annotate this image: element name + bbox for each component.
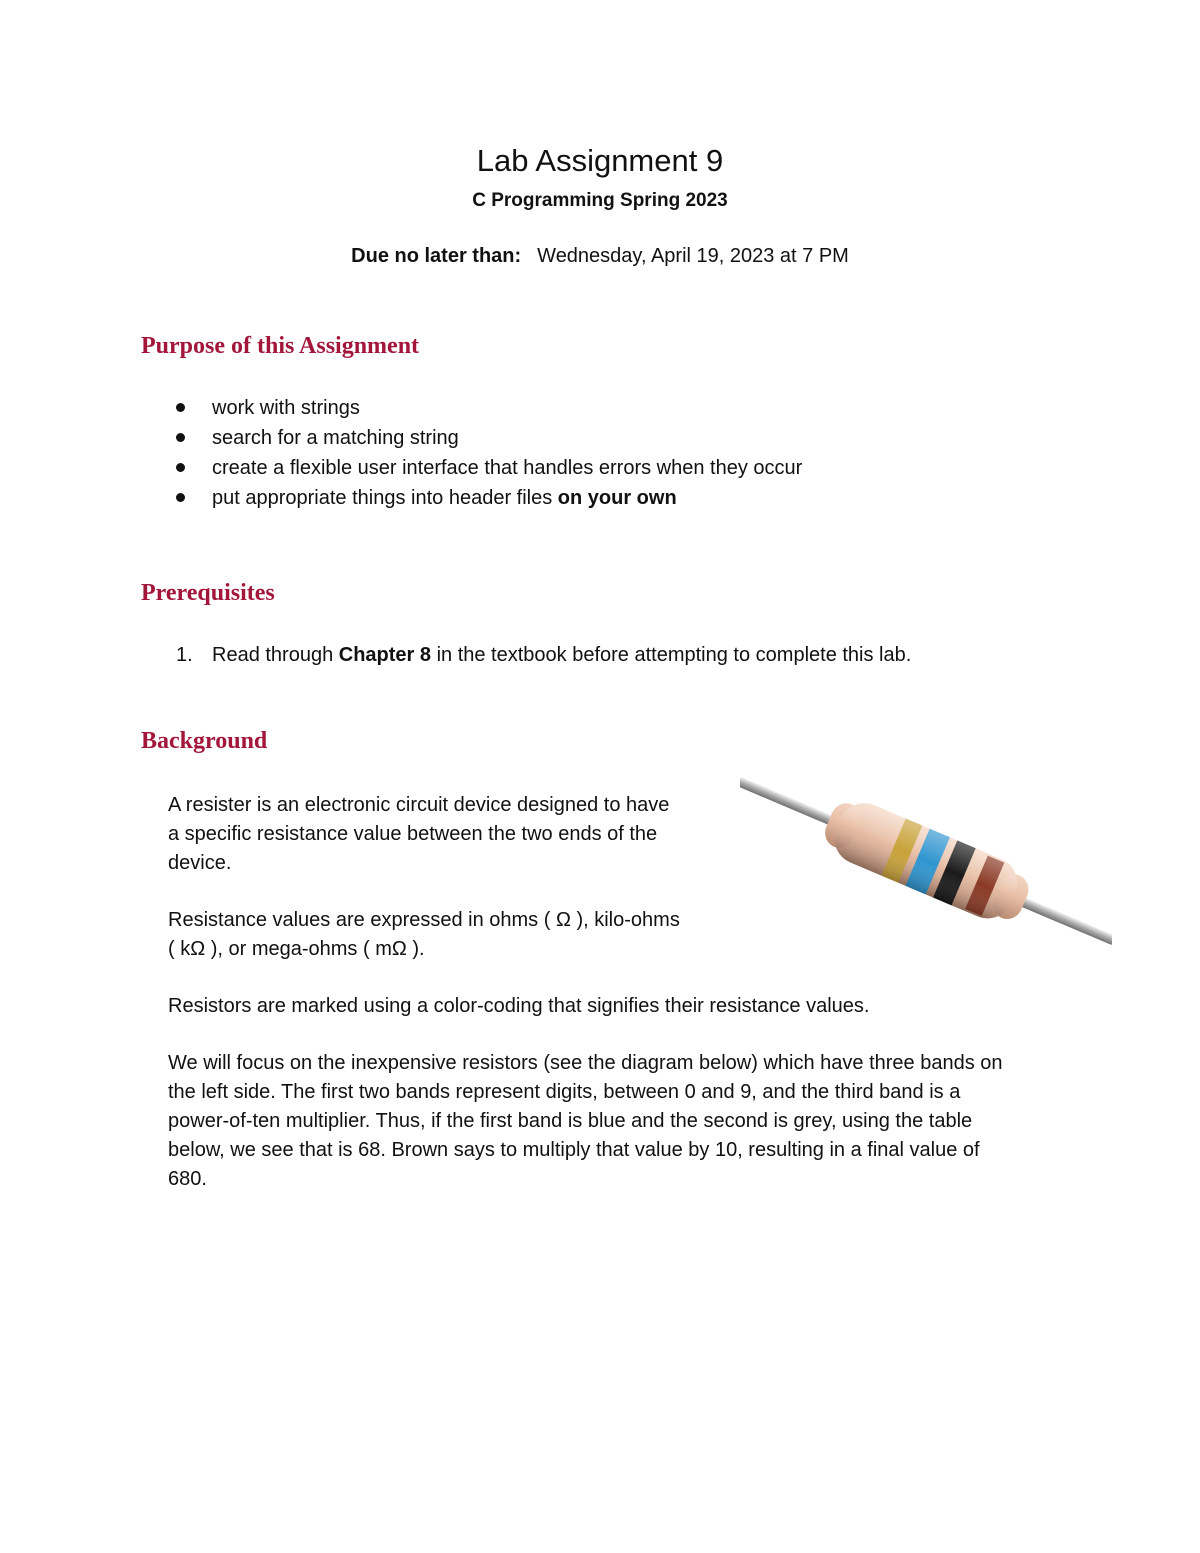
due-label: Due no later than: [351, 245, 522, 267]
text-line: a specific resistance value between the two ends of the [168, 823, 658, 845]
purpose-heading: Purpose of this Assignment [141, 333, 420, 359]
list-item [176, 425, 802, 455]
bullet-icon [176, 403, 185, 412]
text-line: 680. [168, 1168, 207, 1190]
text-line: We will focus on the inexpensive resistors (see the diagram below) which have three bands on [168, 1052, 1003, 1074]
course-subtitle: C Programming Spring 2023 [472, 190, 728, 211]
background-paragraph-4 [168, 1049, 1003, 1194]
due-date: Wednesday, April 19, 2023 at 7 PM [537, 245, 849, 267]
background-heading: Background [141, 728, 268, 754]
background-paragraph-1 [168, 791, 669, 878]
text-line: Resistance values are expressed in ohms ( Ω ), kilo-ohms [168, 909, 680, 931]
page-title: Lab Assignment 9 [476, 143, 724, 178]
bullet-icon [176, 463, 185, 472]
text-line: A resister is an electronic circuit device designed to have [168, 794, 670, 816]
text-line: power-of-ten multiplier. Thus, if the first band is blue and the second is grey, using the table [168, 1110, 973, 1132]
background-paragraph-3: Resistors are marked using a color-coding that signifies their resistance values. [168, 995, 870, 1017]
prerequisite-item [176, 644, 911, 667]
item-number: 1. [176, 644, 193, 666]
list-item [176, 395, 802, 425]
bullet-icon [176, 493, 185, 502]
text-line: ( kΩ ), or mega-ohms ( mΩ ). [168, 938, 425, 960]
purpose-list [176, 395, 802, 515]
text-line: below, we see that is 68. Brown says to multiply that value by 10, resulting in a final value of [168, 1139, 980, 1161]
due-date-line [0, 245, 1200, 268]
prereq-text-start: Read through [212, 644, 339, 666]
list-item-text: put appropriate things into header files [212, 487, 558, 509]
text-line: the left side. The first two bands represent digits, between 0 and 9, and the third band is a [168, 1081, 961, 1103]
list-item-text: work with strings [212, 397, 360, 419]
prerequisites-heading: Prerequisites [141, 580, 275, 606]
list-item-emphasis: on your own [557, 487, 677, 509]
resistor-photo-icon [740, 752, 1112, 974]
list-item [176, 455, 802, 485]
background-paragraph-2 [168, 906, 680, 964]
prereq-text-end: in the textbook before attempting to complete this lab. [431, 644, 912, 666]
bullet-icon [176, 433, 185, 442]
text-line: device. [168, 852, 232, 874]
prereq-chapter: Chapter 8 [338, 644, 432, 666]
list-item [176, 485, 802, 515]
list-item-text: search for a matching string [212, 427, 459, 449]
list-item-text: create a flexible user interface that handles errors when they occur [212, 457, 803, 479]
